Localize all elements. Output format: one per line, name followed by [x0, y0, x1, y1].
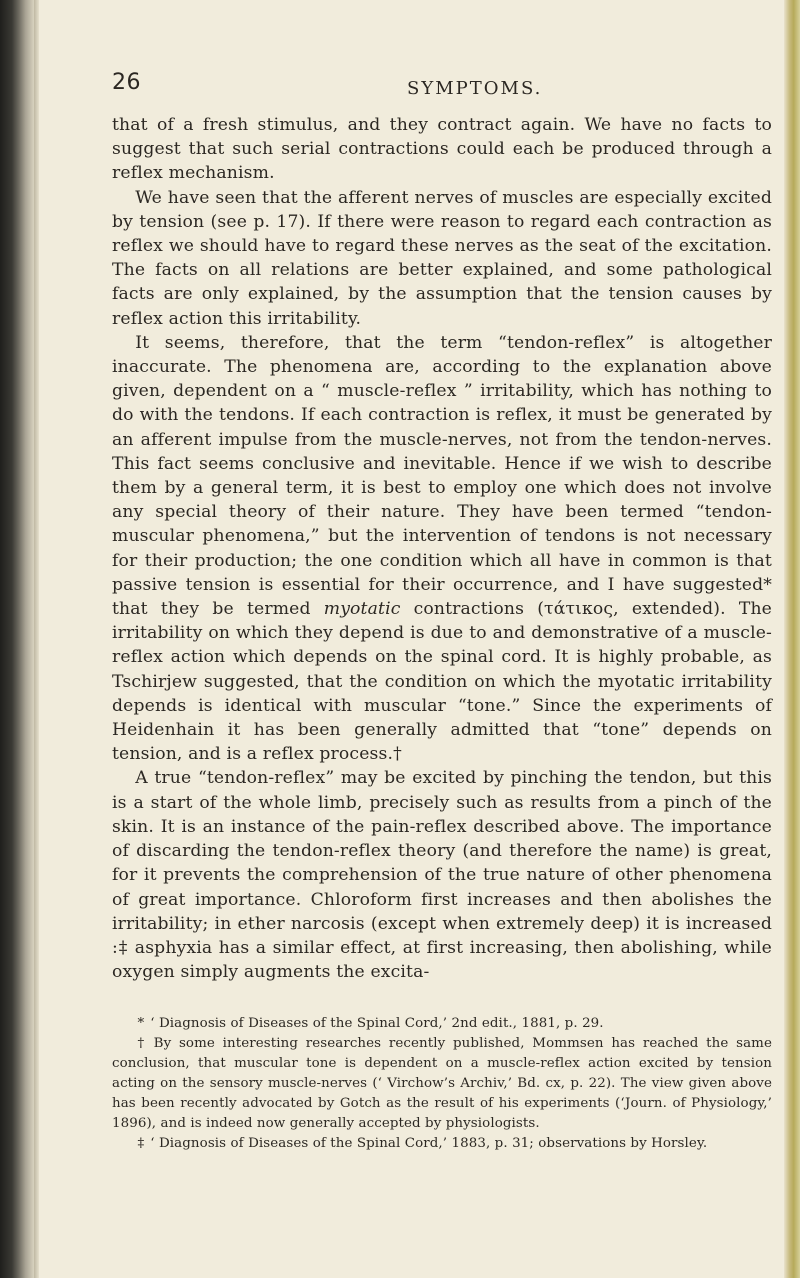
running-title: SYMPTOMS. — [407, 78, 543, 99]
page-number: 26 — [112, 70, 141, 95]
page-header — [112, 70, 772, 110]
gutter-edge — [34, 0, 39, 1278]
footnote-2 — [112, 1034, 772, 1134]
footnote-mark-3: ‡ — [137, 1136, 145, 1152]
paragraph-2: We have seen that the afferent nerves of muscles are especially excited by tension (see p. 17). If there were reason to regard each contraction as reflex we should have to regard these nerves as the seat of the excitation. The facts on all relations are better explained, and some pathological facts are only explained, by the assumption that the tension causes by reflex action this irritability. — [112, 187, 772, 329]
footnote-1-text: ‘ Diagnosis of Diseases of the Spinal Cord,’ 2nd edit., 1881, p. 29. — [150, 1016, 604, 1032]
footnote-2-text: By some interesting researches recently published, Mommsen has reached the same conclusion, that muscular tone is dependent on a muscle-reflex action excited by tension acting on the sensory muscle-nerves (‘ Virchow’s Archiv,’ Bd. cx, p. 22). The view given above has been recently advocated by Gotch as the result of his experiments (‘Journ. of Physiology,’ 1896), and is indeed now generally accepted by physiologists. — [112, 1036, 772, 1132]
paragraph-3 — [112, 331, 772, 767]
paragraph-3-text-a: It seems, therefore, that the term “tendon-reflex” is altogether inaccurate. The phenomena are, according to the explanation above given, dependent on a “ muscle-reflex ” irritability, which has nothing to do with the tendons. If each contraction is reflex, it must be generated by an afferent impulse from the muscle-nerves, not from the tendon-nerves. This fact seems conclusive and inevitable. Hence if we wish to describe them by a general term, it is best to employ one which does not involve any special theory of their nature. They have been termed “tendon-muscular phenomena,” but the intervention of tendons is not necessary for their production; the one condition which all have in common is that passive tension is essential for their occurrence, and I have suggested — [112, 332, 772, 595]
paragraph-4: A true “tendon-reflex” may be excited by pinching the tendon, but this is a start of the whole limb, precisely such as results from a pinch of the skin. It is an instance of the pain-reflex described above. The importance of discarding the tendon-reflex theory (and therefore the name) is great, for it prevents the comprehension of the true nature of other phenomena of great importance. Chloroform first increases and then abolishes the irritability; in ether narcosis (except when extremely deep) it is increased :‡ asphyxia has a similar effect, at first increasing, then abolishing, while oxygen simply augments the excita- — [112, 768, 772, 983]
footnotes — [112, 1014, 772, 1154]
footnote-1 — [112, 1014, 772, 1034]
myotatic-term: myotatic — [323, 599, 401, 620]
footnote-mark-1: * — [137, 1016, 145, 1032]
footnote-3-text: ‘ Diagnosis of Diseases of the Spinal Cord,’ 1883, p. 31; observations by Horsley. — [150, 1136, 708, 1152]
page-edge — [784, 0, 800, 1278]
paragraph-3-text-c: contractions (τάτικος, extended). The irritability on which they depend is due to and demonstrative of a muscle-reflex action which depends on the spinal cord. It is highly probable, as Tschirjew suggested, that the condition on which the myotatic irritability depends is identical with muscular “tone.” Since the experiments of Heidenhain it has been generally admitted that “tone” depends on tension, and is a reflex process.† — [112, 599, 772, 765]
paragraph-3-text-b: that they be termed — [112, 599, 311, 620]
paragraph-1: that of a fresh stimulus, and they contract again. We have no facts to suggest that such serial contractions could each be produced through a reflex mechanism. — [112, 115, 772, 184]
footnote-mark-2: † — [137, 1036, 148, 1052]
book-spine-shadow — [0, 0, 34, 1278]
body-text — [112, 113, 772, 984]
footnote-ref-1: * — [763, 574, 772, 595]
book-page — [112, 70, 772, 1154]
footnote-3 — [112, 1134, 772, 1154]
